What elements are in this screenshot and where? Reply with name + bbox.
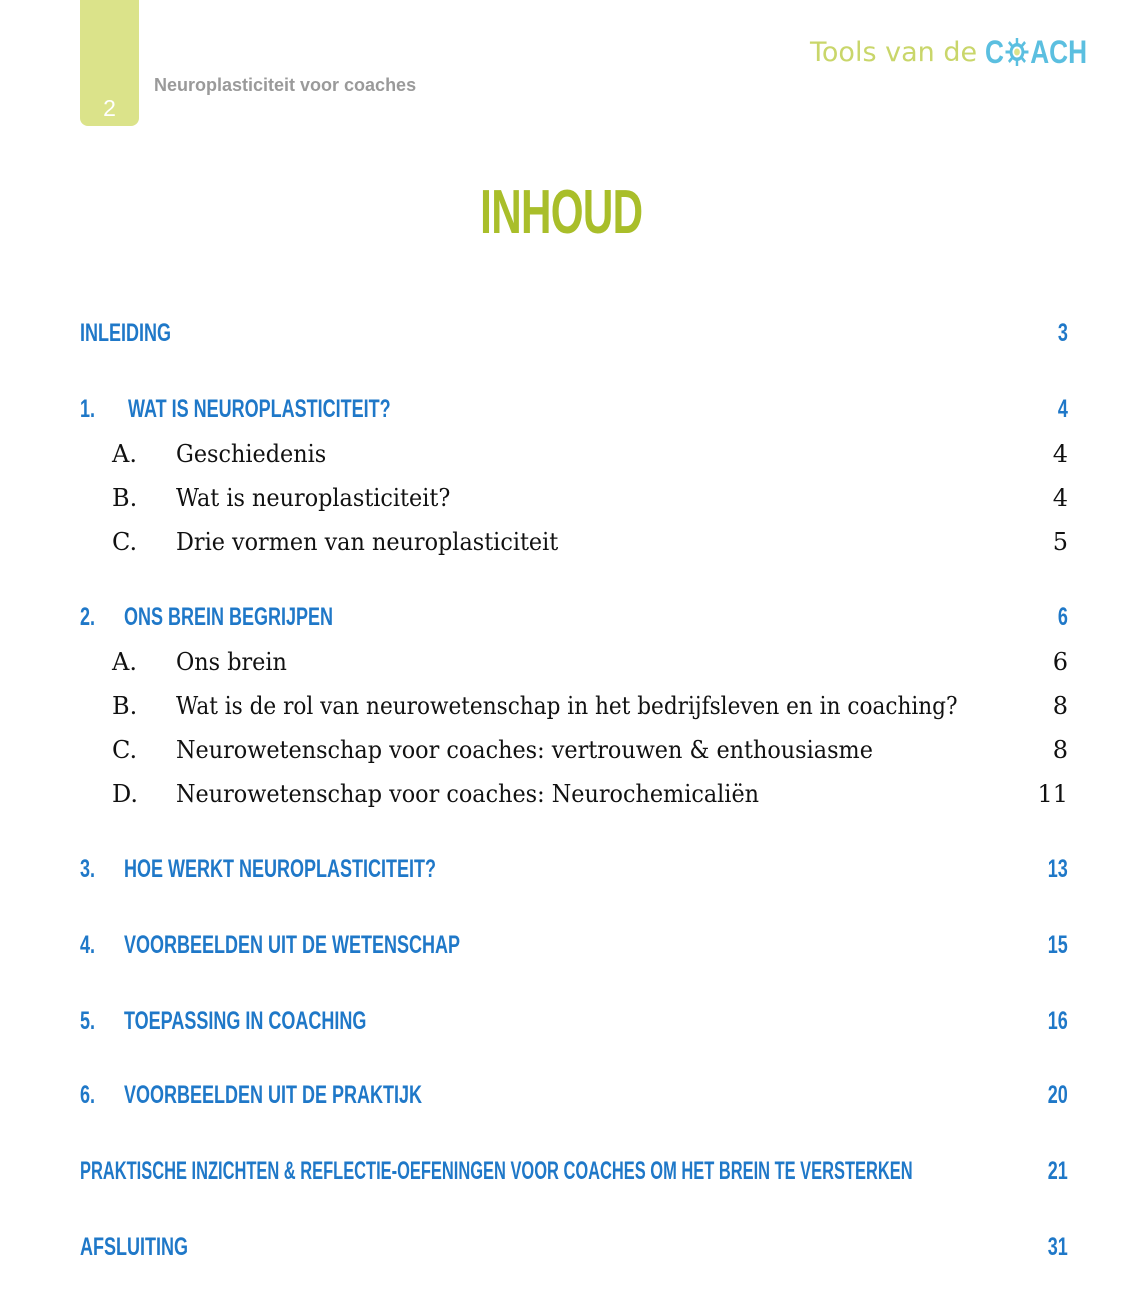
toc-page: 31 bbox=[1047, 1233, 1068, 1261]
toc-number: C. bbox=[112, 528, 138, 556]
toc-page: 5 bbox=[1052, 528, 1068, 556]
page-title-text: INHOUD bbox=[479, 178, 643, 247]
toc-entry-section-4[interactable] bbox=[80, 929, 1068, 961]
toc-entry-afsluiting[interactable] bbox=[80, 1231, 1068, 1263]
running-title: Neuroplasticiteit voor coaches bbox=[154, 75, 417, 95]
toc-entry-section-6[interactable] bbox=[80, 1079, 1068, 1111]
toc-label: Wat is neuroplasticiteit? bbox=[176, 484, 451, 512]
toc-entry-section-2[interactable] bbox=[80, 601, 1068, 633]
toc-number: 6. bbox=[80, 1081, 96, 1109]
sun-gear-icon bbox=[1005, 37, 1030, 67]
toc-page: 16 bbox=[1047, 1007, 1068, 1035]
toc-label: WAT IS NEUROPLASTICITEIT? bbox=[128, 395, 391, 423]
page-number: 2 bbox=[103, 95, 116, 121]
toc-entry-section-1[interactable] bbox=[80, 393, 1068, 425]
toc-page: 11 bbox=[1037, 780, 1068, 808]
toc-number: 1. bbox=[80, 395, 96, 423]
toc-page: 8 bbox=[1052, 736, 1068, 764]
toc-entry-section-2d[interactable] bbox=[80, 778, 1068, 810]
toc-number: C. bbox=[112, 736, 138, 764]
toc-entry-practical[interactable] bbox=[80, 1155, 1068, 1187]
page-number-tab bbox=[80, 0, 139, 126]
toc-label: PRAKTISCHE INZICHTEN & REFLECTIE-OEFENINGEN VOOR COACHES OM HET BREIN TE VERSTERKEN bbox=[80, 1157, 913, 1185]
toc-page: 13 bbox=[1047, 855, 1068, 883]
logo-word bbox=[985, 34, 1087, 71]
toc-number: A. bbox=[112, 440, 137, 468]
toc-number: 3. bbox=[80, 855, 96, 883]
toc-entry-section-2c[interactable] bbox=[80, 734, 1068, 766]
toc-label: INLEIDING bbox=[80, 319, 172, 347]
toc-label: Geschiedenis bbox=[176, 440, 327, 468]
toc-entry-section-3[interactable] bbox=[80, 853, 1068, 885]
toc-label: ONS BREIN BEGRIJPEN bbox=[124, 603, 334, 631]
toc-label: VOORBEELDEN UIT DE WETENSCHAP bbox=[124, 931, 461, 959]
toc-entry-section-1b[interactable] bbox=[80, 482, 1068, 514]
toc-label: HOE WERKT NEUROPLASTICITEIT? bbox=[124, 855, 436, 883]
toc-page: 4 bbox=[1057, 395, 1068, 423]
toc-entry-inleiding[interactable] bbox=[80, 317, 1068, 349]
toc-entry-section-2b[interactable] bbox=[80, 690, 1068, 722]
toc-page: 4 bbox=[1052, 484, 1068, 512]
toc-entry-section-5[interactable] bbox=[80, 1005, 1068, 1037]
toc-label: Neurowetenschap voor coaches: Neurochemicaliën bbox=[176, 780, 760, 808]
toc-number: 2. bbox=[80, 603, 96, 631]
logo-prefix: Tools van de bbox=[810, 36, 978, 68]
toc-label: TOEPASSING IN COACHING bbox=[124, 1007, 367, 1035]
toc-number: B. bbox=[112, 692, 138, 720]
toc-label: Drie vormen van neuroplasticiteit bbox=[176, 528, 559, 556]
toc-entry-section-1c[interactable] bbox=[80, 526, 1068, 558]
page-title bbox=[0, 178, 1122, 248]
toc-label: Neurowetenschap voor coaches: vertrouwen & enthousiasme bbox=[176, 736, 873, 764]
toc-label: Ons brein bbox=[176, 648, 287, 676]
toc-number: 4. bbox=[80, 931, 96, 959]
toc-page: 21 bbox=[1047, 1157, 1068, 1185]
toc-page: 6 bbox=[1057, 603, 1068, 631]
toc-number: D. bbox=[112, 780, 139, 808]
toc-label: Wat is de rol van neurowetenschap in het bedrijfsleven en in coaching? bbox=[176, 692, 958, 720]
toc-number: 5. bbox=[80, 1007, 96, 1035]
logo-word-start: C bbox=[985, 33, 1005, 70]
toc-label: VOORBEELDEN UIT DE PRAKTIJK bbox=[124, 1081, 423, 1109]
toc-page: 3 bbox=[1057, 319, 1068, 347]
toc-page: 6 bbox=[1052, 648, 1068, 676]
logo-word-end: ACH bbox=[1030, 33, 1088, 70]
brand-logo bbox=[810, 30, 1110, 74]
toc-label: AFSLUITING bbox=[80, 1233, 188, 1261]
toc-page: 8 bbox=[1052, 692, 1068, 720]
toc-entry-section-2a[interactable] bbox=[80, 646, 1068, 678]
toc-page: 4 bbox=[1052, 440, 1068, 468]
toc-page: 15 bbox=[1047, 931, 1068, 959]
toc-number: B. bbox=[112, 484, 138, 512]
toc-entry-section-1a[interactable] bbox=[80, 438, 1068, 470]
toc-page: 20 bbox=[1047, 1081, 1068, 1109]
toc-number: A. bbox=[112, 648, 137, 676]
